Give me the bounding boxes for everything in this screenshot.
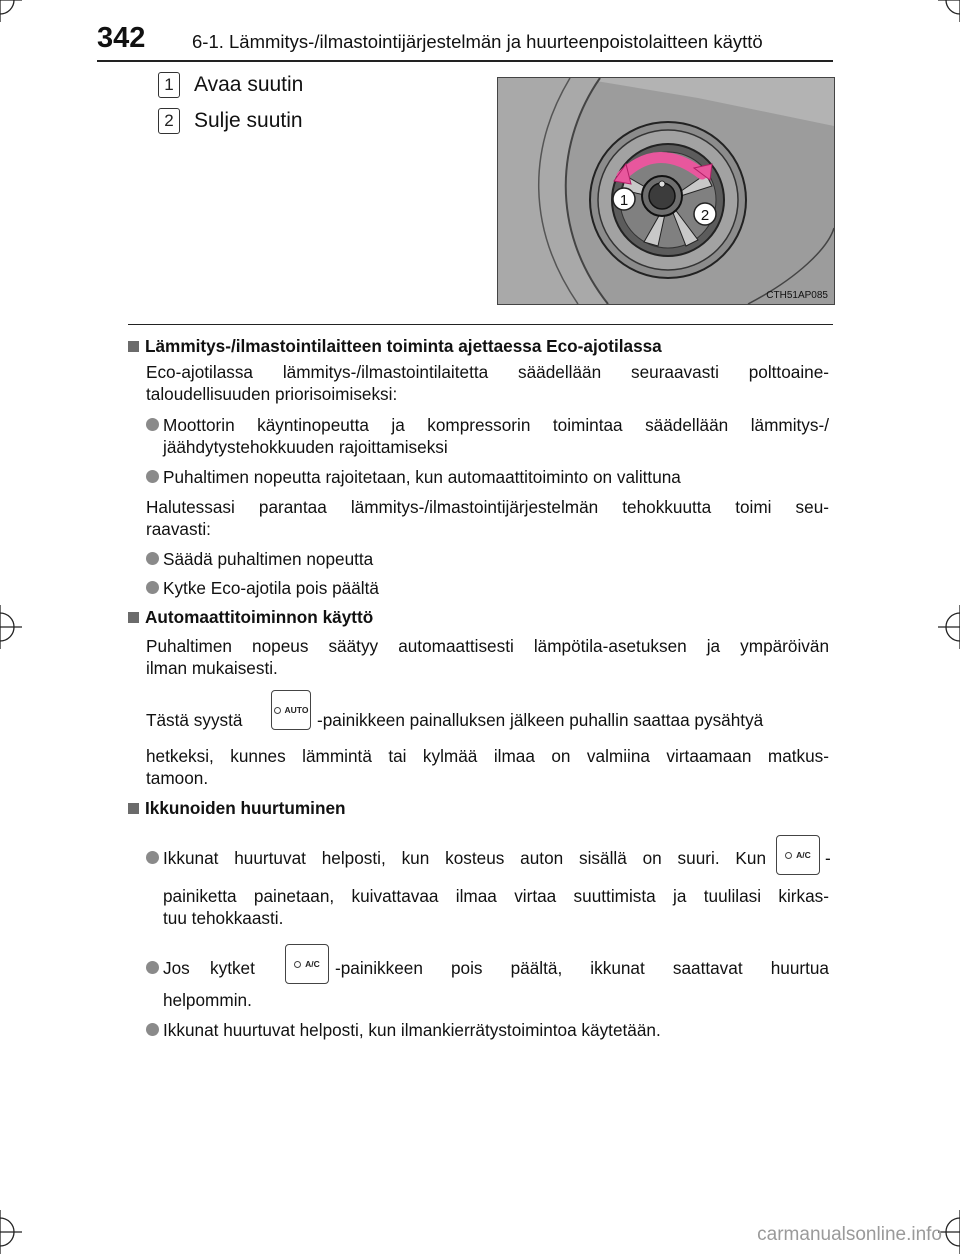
- auto-para1-line1: Puhaltimen nopeus säätyy automaattisesti lämpötila-asetuksen ja ympäröivän: [146, 636, 829, 656]
- section-title: 6-1. Lämmitys-/ilmastointijärjestelmän ja huurteenpoistolaitteen käyttö: [192, 31, 763, 52]
- eco-heading: [128, 335, 662, 357]
- indicator-led-icon: [785, 852, 792, 859]
- legend-item-open: [158, 70, 303, 100]
- square-bullet-icon: [128, 612, 139, 623]
- eco-bullet-3: [146, 548, 829, 570]
- ac-button-label: A/C: [796, 850, 811, 860]
- fog-bullet-2-word1: Jos: [163, 958, 190, 978]
- section-divider: [128, 324, 833, 325]
- callout-number-badge: 2: [158, 108, 180, 134]
- ac-button-icon: [285, 944, 329, 984]
- auto-para2-start: Tästä syystä: [146, 710, 243, 730]
- fog-bullet-1-line1: Ikkunat huurtuvat helposti, kun kosteus auton sisällä on suuri. Kun: [163, 848, 766, 868]
- round-bullet-icon: [146, 1023, 159, 1036]
- fog-heading: [128, 797, 346, 819]
- auto-heading: [128, 606, 373, 628]
- eco-bullet-3-text: Säädä puhaltimen nopeutta: [163, 549, 374, 569]
- fog-bullet-3-text: Ikkunat huurtuvat helposti, kun ilmankierrätystoimintoa käytetään.: [163, 1020, 661, 1040]
- auto-button-icon: [271, 690, 311, 730]
- air-vent-illustration: [497, 77, 835, 305]
- fog-bullet-1-line3: tuu tehokkaasti.: [163, 908, 284, 928]
- legend-label: Avaa suutin: [194, 73, 304, 96]
- air-vent-drawing: [498, 78, 834, 304]
- round-bullet-icon: [146, 851, 159, 864]
- indicator-led-icon: [274, 707, 281, 714]
- eco-heading-text: Lämmitys-/ilmastointilaitteen toiminta ajettaessa Eco-ajotilassa: [145, 336, 662, 356]
- eco-improve-line1: Halutessasi parantaa lämmitys-/ilmastointijärjestelmän tehokkuutta toimi seu-: [146, 497, 829, 517]
- page-number: 342: [97, 22, 146, 54]
- fog-bullet-2-word2: kytket: [210, 958, 255, 978]
- registration-mark-icon: [938, 605, 960, 649]
- square-bullet-icon: [128, 803, 139, 814]
- eco-intro-line2: taloudellisuuden priorisoimiseksi:: [146, 384, 398, 404]
- auto-para2-line2: hetkeksi, kunnes lämmintä tai kylmää ilmaa on valmiina virtaamaan matkus-: [146, 746, 829, 766]
- registration-mark-icon: [938, 0, 960, 22]
- fog-bullet-3: [146, 1019, 829, 1041]
- registration-mark-icon: [0, 1210, 22, 1254]
- callout-number-badge: 1: [158, 72, 180, 98]
- round-bullet-icon: [146, 581, 159, 594]
- eco-bullet-1-line2: jäähdytystehokkuuden rajoittamiseksi: [163, 437, 448, 457]
- round-bullet-icon: [146, 552, 159, 565]
- fog-bullet-2-rest: -painikkeen pois päältä, ikkunat saattavat huurtua: [335, 958, 829, 978]
- eco-bullet-4-text: Kytke Eco-ajotila pois päältä: [163, 578, 379, 598]
- auto-para2-end: -painikkeen painalluksen jälkeen puhallin saattaa pysähtyä: [317, 710, 764, 730]
- header-divider: [97, 60, 833, 62]
- fog-bullet-1-line2: painiketta painetaan, kuivattavaa ilmaa virtaa suuttimista ja tuulilasi kirkas-: [163, 886, 829, 906]
- round-bullet-icon: [146, 961, 159, 974]
- watermark-text: carmanualsonline.info: [757, 1224, 942, 1245]
- eco-bullet-2: [146, 466, 829, 488]
- ac-button-label: A/C: [305, 959, 320, 969]
- eco-bullet-2-text: Puhaltimen nopeutta rajoitetaan, kun automaattitoiminto on valittuna: [163, 467, 681, 487]
- eco-bullet-4: [146, 577, 829, 599]
- fog-bullet-2-line2: helpommin.: [163, 990, 252, 1010]
- legend-item-close: [158, 106, 303, 136]
- legend-label: Sulje suutin: [194, 109, 303, 132]
- indicator-led-icon: [294, 961, 301, 968]
- fog-heading-text: Ikkunoiden huurtuminen: [145, 798, 346, 818]
- eco-improve-line2: raavasti:: [146, 519, 211, 539]
- square-bullet-icon: [128, 341, 139, 352]
- callout-1-label: 1: [619, 192, 629, 209]
- fog-bullet-1-dash: -: [825, 848, 831, 868]
- registration-mark-icon: [0, 605, 22, 649]
- registration-mark-icon: [0, 0, 22, 22]
- callout-2-label: 2: [700, 207, 710, 224]
- eco-bullet-1: [146, 414, 829, 458]
- eco-intro-line1: Eco-ajotilassa lämmitys-/ilmastointilaitetta säädellään seuraavasti polttoaine-: [146, 362, 829, 382]
- fog-bullet-1: [146, 847, 766, 869]
- auto-heading-text: Automaattitoiminnon käyttö: [145, 607, 374, 627]
- ac-button-icon: [776, 835, 820, 875]
- auto-button-label: AUTO: [284, 705, 309, 715]
- figure-code: CTH51AP085: [766, 290, 828, 301]
- auto-para2-line3: tamoon.: [146, 768, 209, 788]
- round-bullet-icon: [146, 418, 159, 431]
- round-bullet-icon: [146, 470, 159, 483]
- eco-bullet-1-line1: Moottorin käyntinopeutta ja kompressorin toimintaa säädellään lämmitys-/: [163, 415, 829, 435]
- auto-para1-line2: ilman mukaisesti.: [146, 658, 278, 678]
